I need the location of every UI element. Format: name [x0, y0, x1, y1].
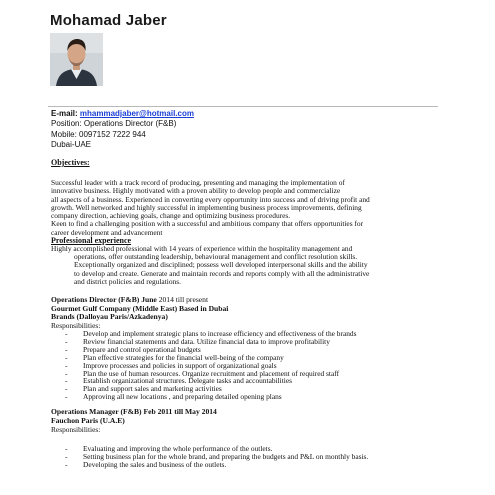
objectives-line: Keen to find a challenging position with a successful and ambitious company that offers opportunities for — [51, 219, 364, 229]
list-item-text: Improve processes and policies in support of organizational goals — [83, 360, 277, 370]
professional-experience-heading: Professional experience — [51, 236, 132, 245]
contact-block — [51, 109, 194, 150]
job-2-header — [51, 408, 217, 425]
bullet-dash: - — [65, 360, 68, 370]
job-1-responsibilities-label: Responsibilities: — [51, 321, 101, 330]
email-line — [51, 109, 194, 119]
experience-summary — [74, 253, 440, 286]
list-item — [65, 393, 357, 401]
list-item-text: Plan the use of human resources. Organize recruitment and placement of required staff — [83, 368, 340, 378]
profile-photo-image — [50, 33, 103, 86]
objectives-heading: Objectives: — [51, 158, 90, 167]
email-label: E-mail: — [51, 109, 78, 118]
bullet-dash: - — [65, 336, 68, 346]
objectives-line: growth. Well networked and highly successful in implementing business process improvements, defining — [51, 202, 362, 212]
list-item — [65, 461, 368, 469]
list-item-text: Develop and implement strategic plans to increase efficiency and effectiveness of the brands — [83, 329, 357, 338]
job-1-title-bold: Operations Director (F&B) June — [51, 295, 157, 304]
objectives-line: Successful leader with a track record of producing, presenting and managing the implementation of — [51, 178, 345, 187]
bullet-dash: - — [65, 392, 68, 402]
job-2-responsibilities-list — [65, 445, 368, 469]
job-1-company: Gourmet Gulf Company (Middle East) Based in Dubai — [51, 303, 229, 313]
position-line: Position: Operations Director (F&B) — [51, 119, 177, 129]
bullet-dash: - — [65, 352, 68, 362]
job-2-company: Fauchon Paris (U.A.E) — [51, 415, 125, 425]
job-1-brands: Brands (Dalloyau Paris/Azkadenya) — [51, 312, 168, 321]
experience-summary-line: operations, offer outstanding leadership, behavioural management and conflict resolution skills. — [74, 252, 358, 261]
bullet-dash: - — [65, 459, 68, 469]
bullet-dash: - — [65, 329, 68, 338]
job-2-responsibilities-label: Responsibilities: — [51, 425, 101, 434]
list-item-text: Approving all new locations , and preparing detailed opening plans — [83, 392, 282, 402]
profile-photo — [50, 33, 103, 86]
email-link[interactable]: mhammadjaber@hotmail.com — [79, 109, 194, 118]
job-1-dates: 2014 till present — [156, 295, 209, 304]
objectives-line: all aspects of a business. Experienced in converting every opportunity into success and of driving profit and — [51, 194, 370, 204]
job-1-header — [51, 296, 228, 322]
experience-summary-line: to develop and create. Generate and maintain records and reports comply with all the administrative — [74, 268, 370, 278]
list-item-text: Establish organizational structures. Delegate tasks and accountabilities — [83, 376, 292, 386]
location-line: Dubai-UAE — [51, 139, 92, 149]
experience-summary-line: Exceptionally organized and disciplined; possess well developed interpersonal skills and the ability — [74, 260, 368, 270]
objectives-line: career development and advancement — [51, 227, 163, 237]
list-item-text: Plan and support sales and marketing activities — [83, 384, 222, 394]
bullet-dash: - — [65, 384, 68, 394]
experience-summary-line: and district policies and regulations. — [74, 276, 181, 286]
job-1-responsibilities-list — [65, 330, 357, 401]
list-item-text: Developing the sales and business of the outlets. — [83, 459, 227, 469]
list-item-text: Plan effective strategies for the financial well-being of the company — [83, 352, 284, 362]
bullet-dash: - — [65, 451, 68, 461]
list-item-text: Review financial statements and data. Utilize financial data to improve profitability — [83, 336, 330, 346]
job-2-title: Operations Manager (F&B) Feb 2011 till May 2014 — [51, 407, 217, 416]
bullet-dash: - — [65, 444, 68, 453]
objectives-line: innovative business. Highly motivated with a proven ability to develop people and commercialize — [51, 186, 341, 196]
candidate-name: Mohamad Jaber — [50, 12, 167, 29]
mobile-line: Mobile: 0097152 7222 944 — [51, 129, 146, 139]
objectives-paragraph — [51, 179, 439, 237]
experience-summary-first: Highly accomplished professional with 14 years of experience within the hospitality management and — [51, 244, 353, 253]
list-item-text: Prepare and control operational budgets — [83, 344, 201, 354]
header-divider — [48, 106, 438, 107]
bullet-dash: - — [65, 344, 68, 354]
bullet-dash: - — [65, 368, 68, 378]
bullet-dash: - — [65, 376, 68, 386]
objectives-line: company direction, achieving goals, change and optimizing business procedures. — [51, 211, 291, 221]
list-item-text: Evaluating and improving the whole performance of the outlets. — [83, 444, 273, 453]
list-item-text: Setting business plan for the whole brand, and preparing the budgets and P&L on monthly basis. — [83, 451, 369, 461]
